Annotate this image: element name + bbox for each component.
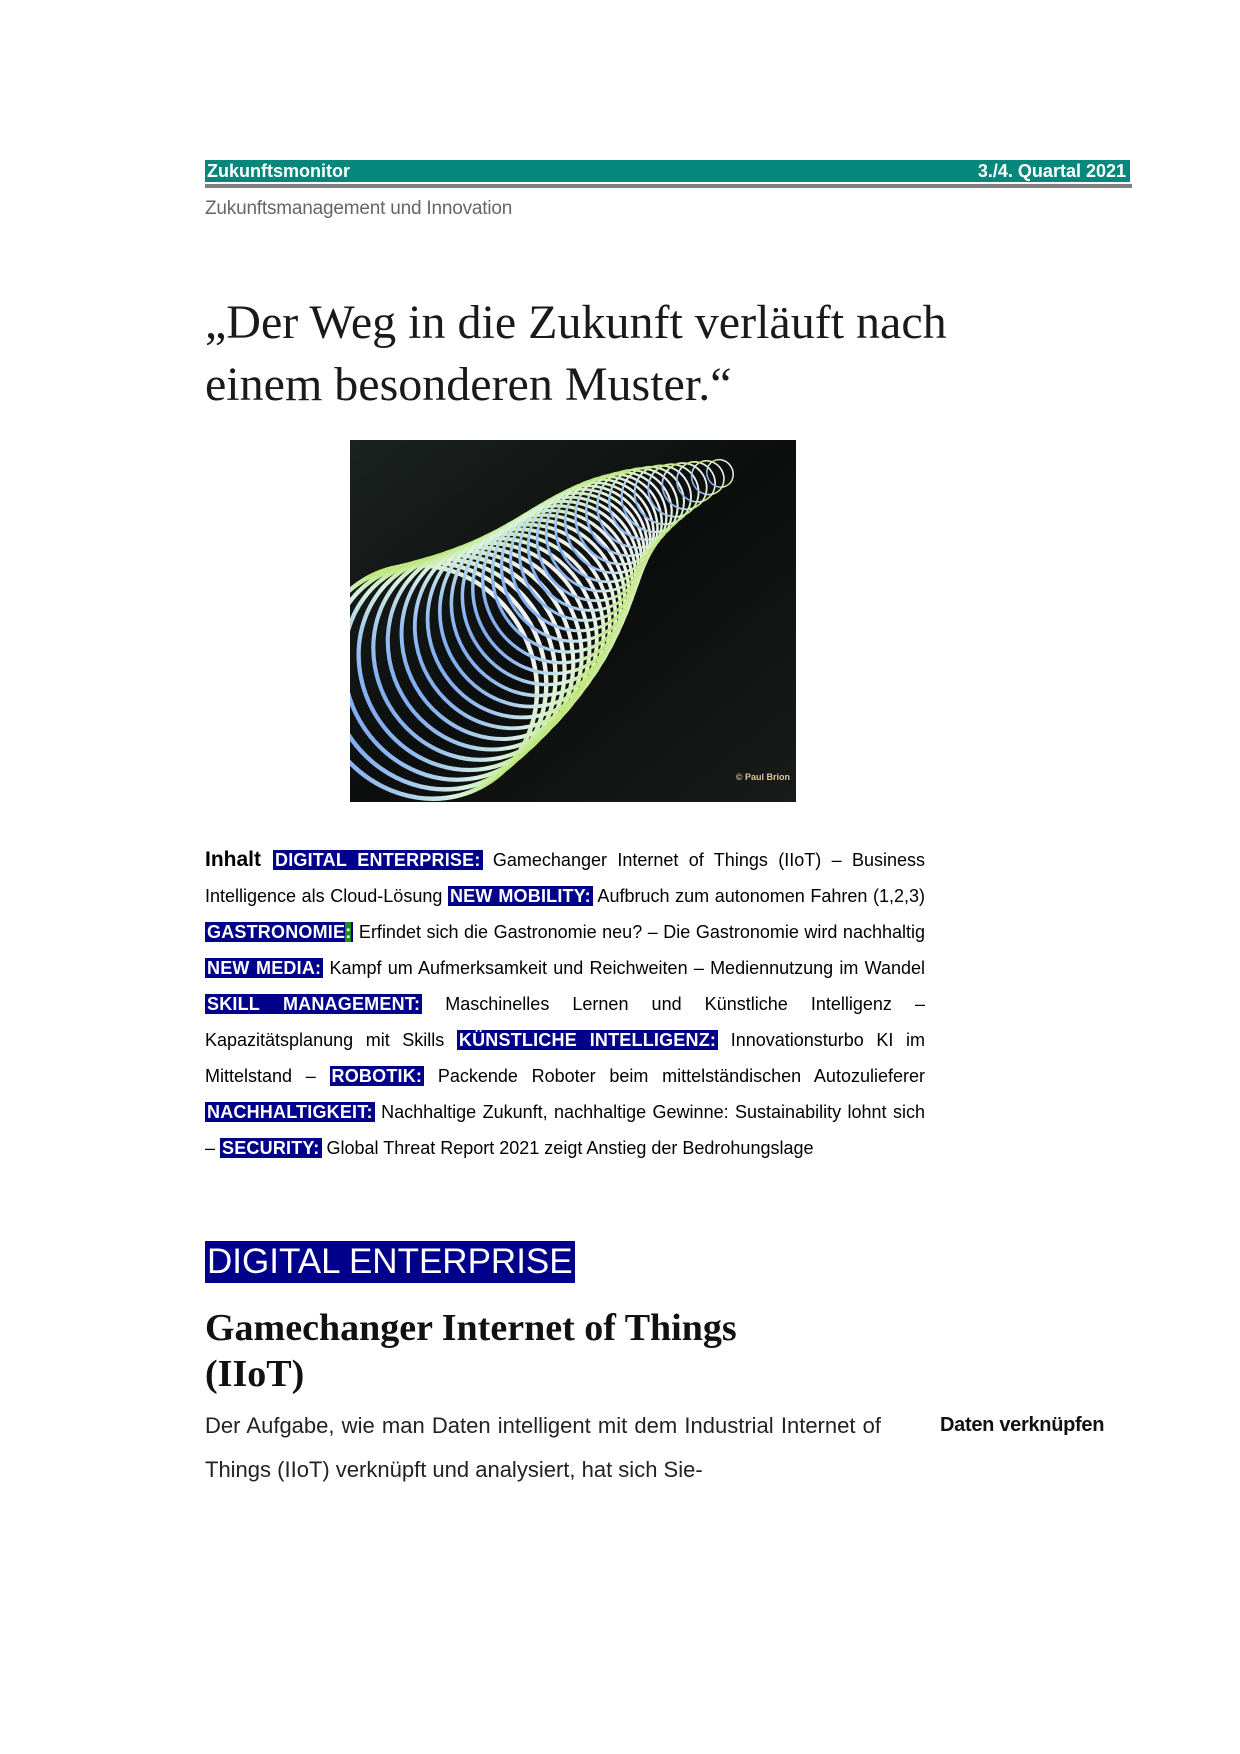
- toc-tag-gastronomie-label: GASTRONOMIE: [207, 922, 346, 942]
- toc-tag-nachhaltigkeit[interactable]: NACHHALTIGKEIT:: [207, 1102, 373, 1122]
- publication-name: Zukunftsmonitor: [207, 161, 350, 181]
- article-body: Der Aufgabe, wie man Daten intelligent mit dem Industrial Internet of Things (IIoT) verknüpft und analysiert, hat sich Sie-: [205, 1413, 881, 1482]
- header-rule: [205, 184, 1132, 188]
- issue-date: 3./4. Quartal 2021: [977, 161, 1126, 181]
- hero-image: [350, 440, 796, 802]
- section-heading: DIGITAL ENTERPRISE: [207, 1242, 573, 1281]
- margin-note: Daten verknüpfen: [940, 1414, 1105, 1436]
- toc-tag-gastronomie[interactable]: [205, 922, 353, 942]
- title-quote: [205, 292, 1105, 416]
- toc-tag-skill-management[interactable]: SKILL MANAGEMENT:: [207, 994, 421, 1014]
- header-subtitle: Zukunftsmanagement und Innovation: [205, 198, 513, 219]
- header-bar: [205, 160, 1130, 182]
- toc-tag-new-mobility[interactable]: NEW MOBILITY:: [449, 886, 591, 906]
- toc-entry-security: Global Threat Report 2021 zeigt Anstieg der Bedrohungslage: [321, 1138, 814, 1158]
- light-rings-illustration: [350, 440, 796, 802]
- toc-tag-robotik[interactable]: ROBOTIK:: [331, 1066, 423, 1086]
- toc-entry-nachhaltigkeit: Nachhaltige Zukunft, nachhaltige Gewinne: Sustainability lohnt sich –: [205, 1102, 925, 1158]
- quote-line-2: einem besonderen Muster.“: [205, 358, 732, 411]
- quote-line-1: „Der Weg in die Zukunft verläuft nach: [205, 296, 947, 349]
- toc-label: Inhalt: [205, 848, 261, 871]
- toc-tag-gastronomie-colon: :: [345, 922, 352, 942]
- toc-entry-new-mobility: Aufbruch zum autonomen Fahren (1,2,3): [592, 886, 926, 906]
- toc-tag-security[interactable]: SECURITY:: [222, 1138, 320, 1158]
- toc-tag-new-media[interactable]: NEW MEDIA:: [207, 958, 322, 978]
- toc-entry-gastronomie: Erfindet sich die Gastronomie neu? – Die Gastronomie wird nachhaltig: [353, 922, 925, 942]
- toc-tag-kuenstliche-intelligenz[interactable]: KÜNSTLICHE INTELLIGENZ:: [458, 1030, 717, 1050]
- toc-entry-robotik: Packende Roboter beim mittelständischen Autozulieferer: [424, 1066, 925, 1086]
- image-credit: © Paul Brion: [735, 772, 790, 782]
- toc-entry-digital-enterprise: Gamechanger Internet of Things (IIoT) – Business Intelligence als Cloud-Lösung: [205, 850, 925, 906]
- toc-entry-new-media: Kampf um Aufmerksamkeit und Reichweiten – Mediennutzung im Wandel: [323, 958, 925, 978]
- table-of-contents: [205, 842, 925, 1166]
- toc-tag-digital-enterprise[interactable]: DIGITAL ENTERPRISE:: [275, 850, 481, 870]
- article-title-line-2: (IIoT): [205, 1353, 305, 1395]
- article-title-line-1: Gamechanger Internet of Things: [205, 1307, 737, 1349]
- article-title: [205, 1305, 905, 1397]
- toc-entry-kuenstliche-intelligenz: Innovationsturbo KI im Mittelstand –: [205, 1030, 925, 1086]
- toc-entry-skill-management: Maschinelles Lernen und Künstliche Intelligenz – Kapazitätsplanung mit Skills: [205, 994, 925, 1050]
